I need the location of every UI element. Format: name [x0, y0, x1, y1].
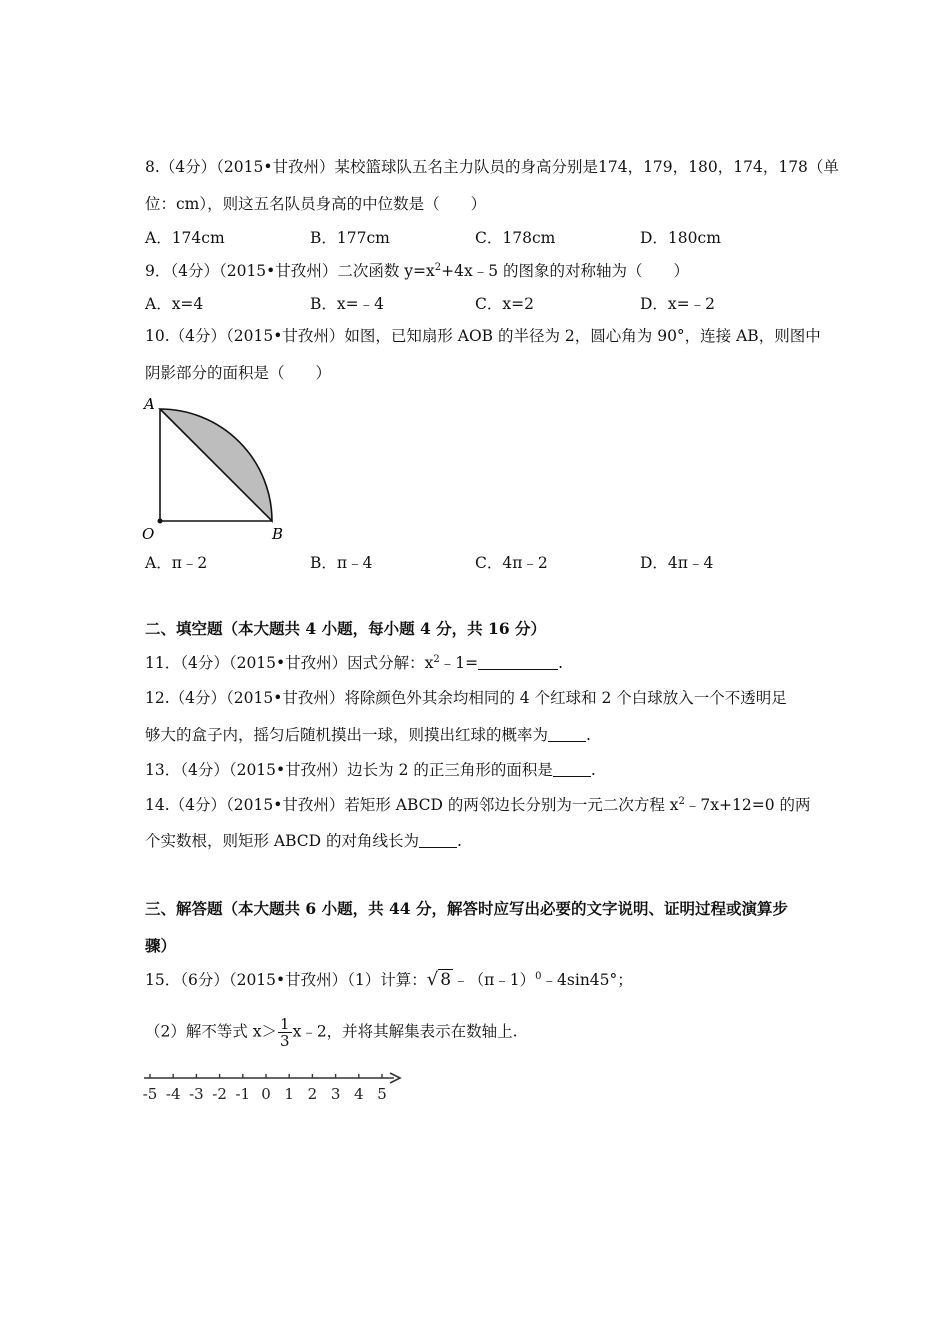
q8-line2: 位：cm），则这五名队员身高的中位数是（ ）: [145, 195, 487, 213]
sector-figure: [138, 393, 298, 545]
q10-option-b: B．π﹣4: [310, 554, 373, 572]
tick-label: -4: [165, 1085, 181, 1103]
q12-line1: 12.（4分）（2015•甘孜州）将除颜色外其余均相同的 4 个红球和 2 个白球放入一个不透明足: [145, 689, 787, 707]
q8-line1: 8.（4分）（2015•甘孜州）某校篮球队五名主力队员的身高分别是174，179，180，174，178（单: [145, 158, 839, 176]
q8-option-c: C．178cm: [475, 229, 556, 247]
tick-label: 5: [377, 1085, 387, 1103]
q14-answer-blank[interactable]: [419, 833, 457, 848]
label-a: A: [144, 395, 155, 413]
q15-part2: （2）解不等式 x＞ $\frac{1}{3}$ x﹣2，并将其解集表示在数轴上.: [145, 1015, 518, 1050]
q10-option-c: C．4π﹣2: [475, 554, 548, 572]
label-b: B: [272, 525, 284, 543]
q8-option-d: D．180cm: [640, 229, 721, 247]
q8-option-a: A．174cm: [145, 229, 225, 247]
q9-option-d: D．x=﹣2: [640, 295, 716, 313]
q9-stem: 9．（4分）（2015•甘孜州）二次函数 $y=x^2+4x﹣5$ 的图象的对称轴为（ ）: [145, 262, 689, 280]
q13-answer-blank[interactable]: [553, 762, 591, 777]
q10-option-a: A．π﹣2: [145, 554, 208, 572]
tick-label: 2: [307, 1085, 318, 1103]
q14-line1: 14.（4分）（2015•甘孜州）若矩形 ABCD 的两邻边长分别为一元二次方程 $x^2﹣7x+12=0$ 的两: [145, 796, 811, 814]
tick-label: -2: [212, 1085, 227, 1103]
section2-title: 二、填空题（本大题共 4 小题，每小题 4 分，共 16 分）: [145, 619, 547, 638]
q11-stem: 11．（4分）（2015•甘孜州）因式分解：$x^2﹣1=$ .: [145, 654, 564, 672]
q10-option-d: D．4π﹣4: [640, 554, 714, 572]
tick-label: 0: [261, 1085, 271, 1103]
q14-line2: 个实数根，则矩形 ABCD 的对角线长为 .: [145, 832, 462, 850]
q8-option-b: B．177cm: [310, 229, 390, 247]
label-o: O: [142, 525, 155, 543]
q10-line2: 阴影部分的面积是（ ）: [145, 364, 332, 382]
q9-option-c: C．x=2: [475, 295, 534, 313]
tick-label: -5: [142, 1085, 158, 1103]
q9-option-b: B．x=﹣4: [310, 295, 384, 313]
number-line: [138, 1068, 408, 1108]
q12-line2: 够大的盒子内，摇匀后随机摸出一球，则摸出红球的概率为 .: [145, 726, 591, 744]
section3-title-line1: 三、解答题（本大题共 6 小题，共 44 分，解答时应写出必要的文字说明、证明过程或演算步: [145, 899, 788, 918]
tick-label: -3: [189, 1085, 204, 1103]
section3-title-line2: 骤）: [145, 936, 177, 955]
fraction-one-third: $\frac{1}{3}$: [280, 1015, 290, 1050]
tick-label: -1: [235, 1085, 251, 1103]
q10-line1: 10.（4分）（2015•甘孜州）如图，已知扇形 AOB 的半径为 2，圆心角为 90°，连接 AB，则图中: [145, 327, 821, 345]
tick-label: 1: [284, 1085, 294, 1103]
point-o: [158, 519, 163, 524]
q9-option-a: A．x=4: [145, 295, 204, 313]
sqrt-symbol: √: [426, 969, 439, 990]
shaded-segment: [160, 409, 272, 521]
q11-answer-blank[interactable]: [478, 655, 558, 670]
tick-label: 3: [330, 1085, 341, 1103]
q13-stem: 13．（4分）（2015•甘孜州）边长为 2 的正三角形的面积是 .: [145, 761, 596, 779]
tick-label: 4: [354, 1085, 364, 1103]
q12-answer-blank[interactable]: [548, 727, 586, 742]
q15-part1: 15．（6分）（2015•甘孜州）（1）计算：√ 8 ﹣（π﹣1）$^0$﹣4sin45°；: [145, 969, 633, 990]
